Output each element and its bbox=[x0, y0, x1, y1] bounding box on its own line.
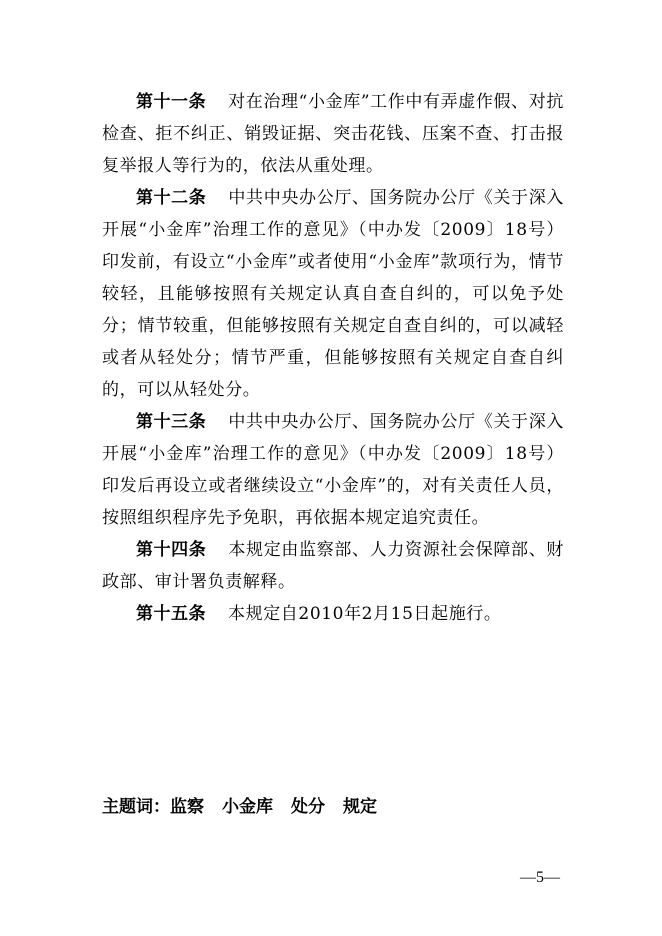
keyword-item: 小金库 bbox=[222, 797, 273, 817]
article-15-text: 本规定自2010年2月15日起施行。 bbox=[228, 604, 502, 624]
article-14-label: 第十四条 bbox=[136, 540, 207, 560]
article-11-label: 第十一条 bbox=[136, 92, 207, 112]
keyword-item: 规定 bbox=[343, 797, 377, 817]
article-15 bbox=[102, 598, 564, 630]
article-13-text: 中共中央办公厅、国务院办公厅《关于深入开展“小金库”治理工作的意见》（中办发〔2009〕18号）印发后再设立或者继续设立“小金库”的，对有关责任人员，按照组织程序先予免职，再依据本规定追究责任。 bbox=[102, 412, 564, 528]
keyword-item: 处分 bbox=[291, 797, 325, 817]
keyword-item: 监察 bbox=[170, 797, 204, 817]
article-14-text: 本规定由监察部、人力资源社会保障部、财政部、审计署负责解释。 bbox=[102, 540, 564, 592]
article-12-label: 第十二条 bbox=[136, 188, 207, 208]
article-15-label: 第十五条 bbox=[136, 604, 206, 624]
article-12-text: 中共中央办公厅、国务院办公厅《关于深入开展“小金库”治理工作的意见》（中办发〔2009〕18号）印发前，有设立“小金库”或者使用“小金库”款项行为，情节较轻，且能够按照有关规定认真自查自纠的，可以免予处分；情节较重，但能够按照有关规定自查自纠的，可以减轻或者从轻处分；情节严重，但能够按照有关规定自查自纠的，可以从轻处分。 bbox=[102, 188, 564, 400]
subject-keywords bbox=[102, 793, 395, 821]
page-number: —5— bbox=[520, 869, 560, 886]
article-11-text: 对在治理“小金库”工作中有弄虚作假、对抗检查、拒不纠正、销毁证据、突击花钱、压案不查、打击报复举报人等行为的，依法从重处理。 bbox=[102, 92, 564, 176]
article-11 bbox=[102, 86, 564, 182]
article-13-label: 第十三条 bbox=[136, 412, 207, 432]
article-13 bbox=[102, 406, 564, 534]
article-14 bbox=[102, 534, 564, 598]
article-12 bbox=[102, 182, 564, 406]
regulation-body bbox=[102, 86, 564, 630]
keywords-label: 主题词： bbox=[102, 797, 170, 817]
